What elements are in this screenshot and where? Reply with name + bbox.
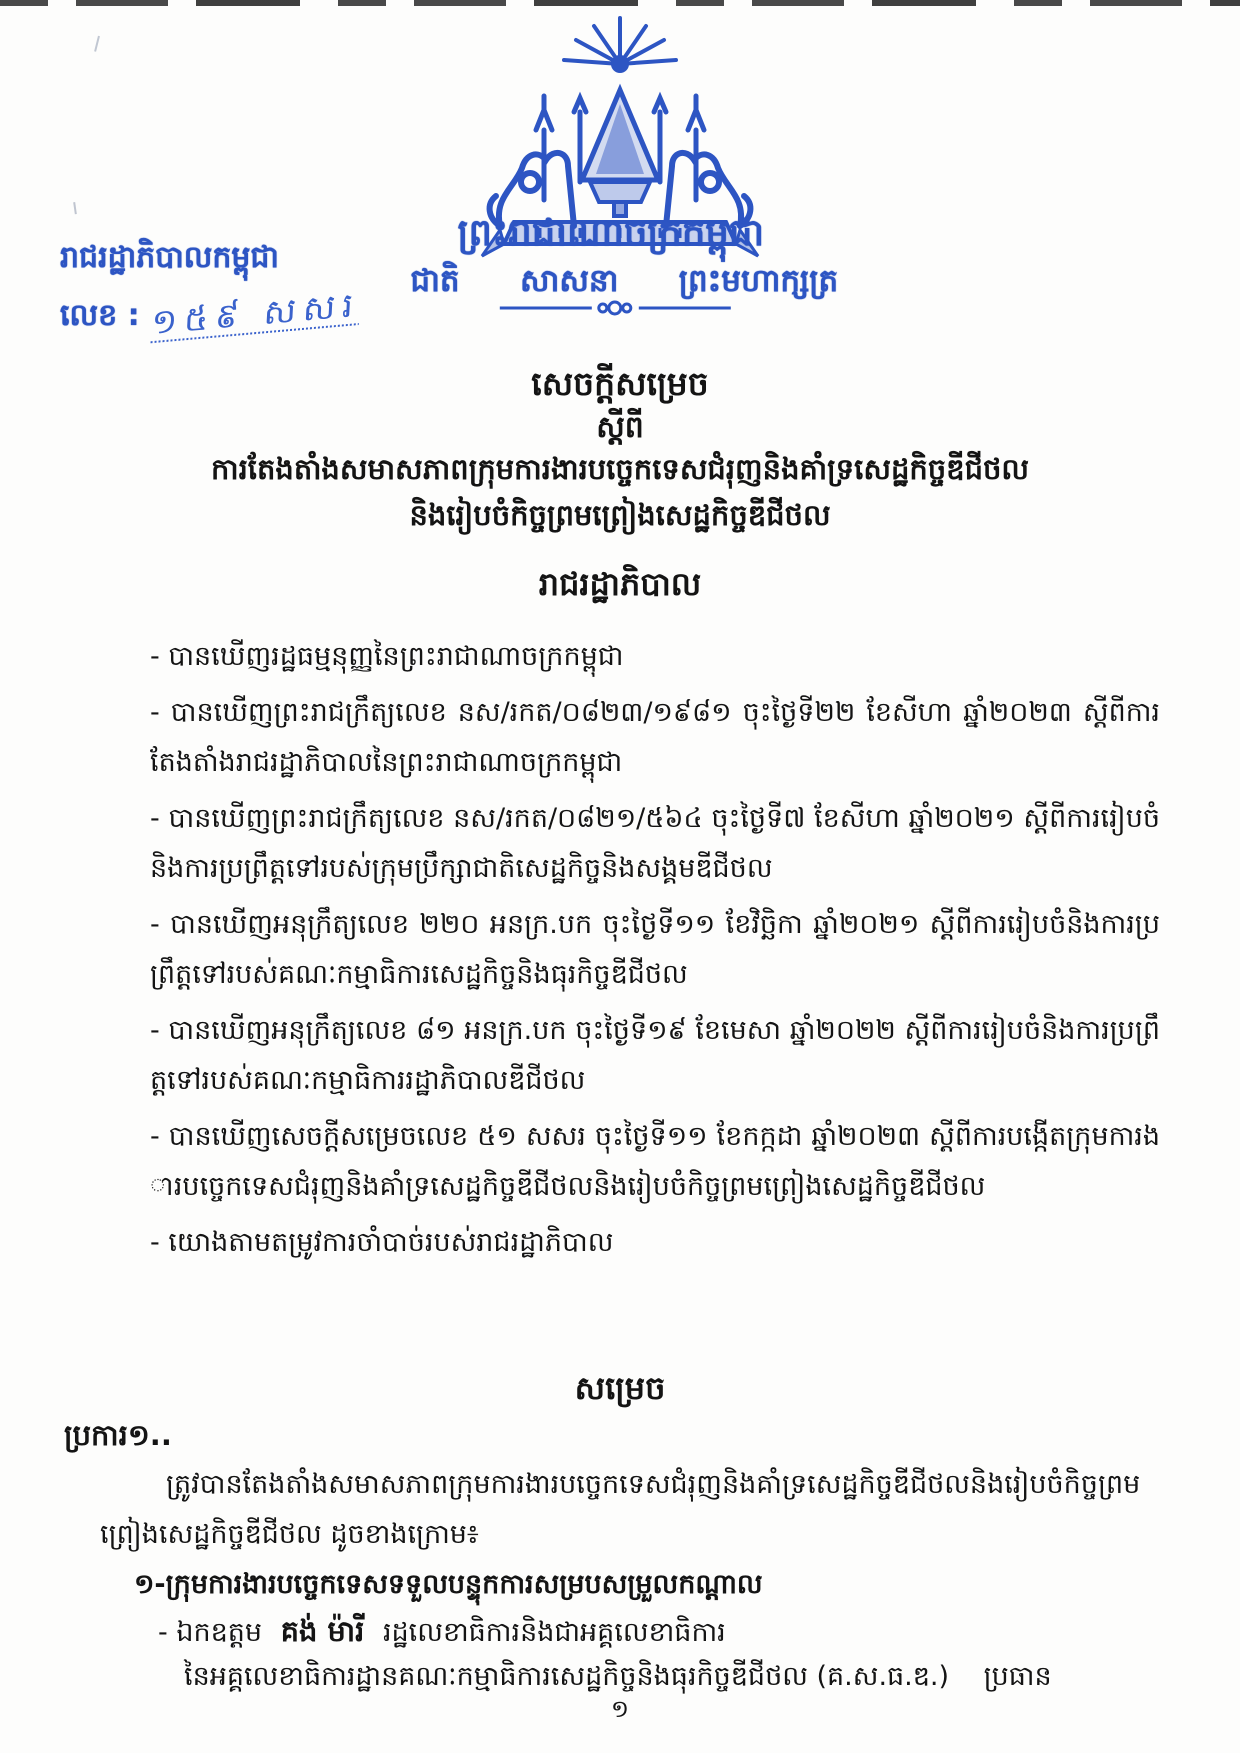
member-name: គង់ ម៉ារី [280, 1614, 365, 1648]
subject-label: ស្តីពី [596, 410, 644, 445]
emblem-spire [574, 90, 666, 182]
kingdom-title: ព្រះរាជាណាចក្រកម្ពុជា [457, 211, 765, 254]
subject-line-1: ការតែងតាំងសមាសភាពក្រុមការងារបច្ចេកទេសជំរុញនិងគាំទ្រសេដ្ឋកិច្ចឌីជីថល [210, 452, 1030, 486]
subject-line-2: និងរៀបចំកិច្ចព្រមព្រៀងសេដ្ឋកិច្ចឌីជីថល [409, 498, 831, 532]
document-number-label: លេខ : [60, 298, 140, 333]
ornamental-divider-icon [498, 300, 733, 320]
document-number-value: ១៥៩ សសរ [150, 284, 361, 344]
document-type-title: សេចក្តីសម្រេច [531, 364, 709, 403]
scan-artifact-top-edge [0, 0, 1240, 6]
preamble-list [150, 632, 1160, 1274]
preamble-item: - បានឃើញរដ្ឋធម្មនុញ្ញនៃព្រះរាជាណាចក្រកម្ពុជា [150, 641, 624, 672]
group-1-title: ១-ក្រុមការងារបច្ចេកទេសទទួលបន្ទុកការសម្របសម្រួលកណ្តាល [134, 1569, 763, 1600]
document-number [60, 284, 361, 344]
preamble-item: - យោងតាមតម្រូវការចាំបាច់របស់រាជរដ្ឋាភិបាល [150, 1227, 614, 1258]
member-position: ប្រធាន [983, 1661, 1052, 1692]
member-organization: នៃអគ្គលេខាធិការដ្ឋានគណៈកម្មាធិការសេដ្ឋកិច្ចនិងធុរកិច្ចឌីជីថល (គ.ស.ធ.ឌ.) [184, 1661, 950, 1692]
member-role: រដ្ឋលេខាធិការនិងជាអគ្គលេខាធិការ [382, 1617, 726, 1648]
preamble-item: - បានឃើញព្រះរាជក្រឹត្យលេខ នស/រកត/០៨២៣/១៩៨១ ចុះថ្ងៃទី២២ ខែសីហា ឆ្នាំ២០២៣ ស្តីពីការតែងតាំងរាជរដ្ឋាភិបាលនៃព្រះរាជាណាចក្រកម្ពុជា [150, 697, 1160, 778]
preamble-item: - បានឃើញសេចក្តីសម្រេចលេខ ៥១ សសរ ចុះថ្ងៃទី១១ ខែកក្កដា ឆ្នាំ២០២៣ ស្តីពីការបង្កើតក្រុមការងារបច្ចេកទេសជំរុញនិងគាំទ្រសេដ្ឋកិច្ចឌីជីថលនិងរៀបចំកិច្ចព្រមព្រៀងសេដ្ឋកិច្ចឌីជីថល [150, 1121, 1160, 1202]
emblem-sun-rays [564, 18, 676, 73]
national-motto: ជាតិ សាសនា ព្រះមហាក្សត្រ [410, 263, 839, 299]
member-entry [158, 1614, 726, 1656]
scan-speck [73, 202, 79, 214]
preamble-item: - បានឃើញអនុក្រឹត្យលេខ ២២០ អនក្រ.បក ចុះថ្ងៃទី១១ ខែវិច្ឆិកា ឆ្នាំ២០២១ ស្តីពីការរៀបចំនិងការប្រព្រឹត្តទៅរបស់គណៈកម្មាធិការសេដ្ឋកិច្ចនិងធុរកិច្ចឌីជីថល [150, 909, 1160, 990]
article-1-text: ត្រូវបានតែងតាំងសមាសភាពក្រុមការងារបច្ចេកទេសជំរុញនិងគាំទ្រសេដ្ឋកិច្ចឌីជីថលនិងរៀបចំកិច្ចព្រមព្រៀងសេដ្ឋកិច្ចឌីជីថល ដូចខាងក្រោម៖ [100, 1469, 1141, 1550]
authority-heading: រាជរដ្ឋាភិបាល [538, 565, 702, 603]
scan-speck [94, 36, 102, 52]
preamble-item: - បានឃើញព្រះរាជក្រឹត្យលេខ នស/រកត/០៨២១/៥៦៤ ចុះថ្ងៃទី៧ ខែសីហា ឆ្នាំ២០២១ ស្តីពីការរៀបចំនិងការប្រព្រឹត្តទៅរបស់ក្រុមប្រឹក្សាជាតិសេដ្ឋកិច្ចនិងសង្គមឌីជីថល [150, 803, 1160, 884]
page-number: ១ [610, 1695, 630, 1723]
article-1-label: ប្រការ១.. [64, 1418, 172, 1452]
decides-heading: សម្រេច [574, 1369, 666, 1407]
member-honorific: - ឯកឧត្តម [158, 1617, 263, 1648]
government-label: រាជរដ្ឋាភិបាលកម្ពុជា [60, 240, 279, 275]
preamble-item: - បានឃើញអនុក្រឹត្យលេខ ៨១ អនក្រ.បក ចុះថ្ងៃទី១៩ ខែមេសា ឆ្នាំ២០២២ ស្តីពីការរៀបចំនិងការប្រព្រឹត្តទៅរបស់គណៈកម្មាធិការរដ្ឋាភិបាលឌីជីថល [150, 1015, 1160, 1096]
